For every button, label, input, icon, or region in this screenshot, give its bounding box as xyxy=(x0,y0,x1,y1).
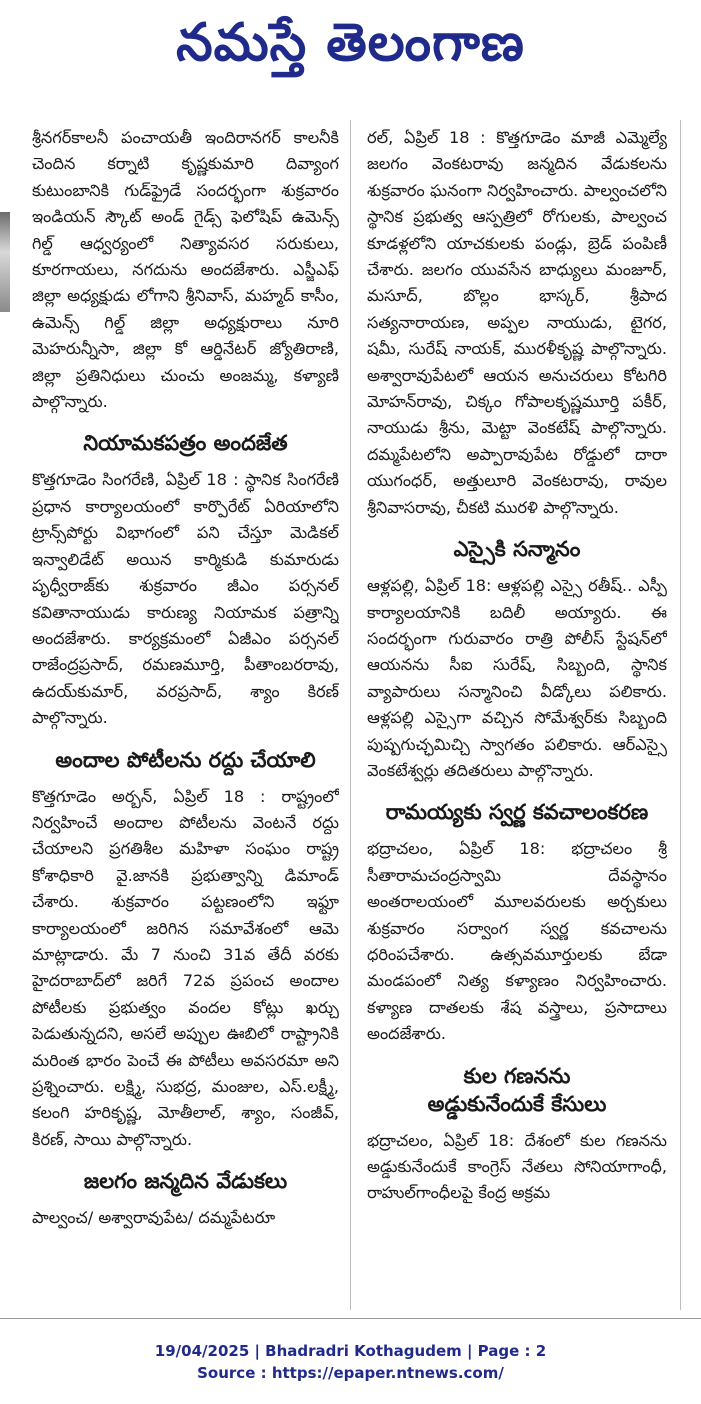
article-column-left xyxy=(32,125,339,1305)
article-text: భద్రాచలం, ఏప్రిల్ 18: దేశంలో కుల గణనను అడ్డుకునేందుకే కాంగ్రెస్ నేతలు సోనియాగాంధీ, రాహుల్‌గాంధీలపై కేంద్ర అక్రమ xyxy=(367,1130,667,1203)
article-text: రల్, ఏప్రిల్ 18 : కొత్తగూడెం మాజీ ఎమ్మెల్యే జలగం వెంకటరావు జన్మదిన వేడుకలను శుక్రవారం ఘనంగా నిర్వహించారు. పాల్వంచలోని స్థానిక ప్రభుత్వ ఆస్పత్రిలో రోగులకు, పాల్వంచ కూడళ్లలోని యాచకులకు పండ్లు, బ్రెడ్ పంపిణీ చేశారు. జలగం యువసేన బాధ్యులు మంజూర్, మసూద్, బొల్లం భాస్కర్, శ్రీపాద సత్యనారాయణ, అప్పల నాయుడు, టైగర, షమీ, సురేష్ నాయక్, మురళీకృష్ణ పాల్గొన్నారు. అశ్వారావుపేటలో ఆయన అనుచరులు కోటగిరి మోహన్‌రావు, చిక్కం గోపాలకృష్ణమూర్తి పకీర్, నాయుడు శ్రీను, మెట్టా వెంకటేష్ పాల్గొన్నారు. దమ్మపేటలోని అప్పారావుపేట రోడ్డులో దారా యుగంధర్, అత్తులూరి వెంకటరావు, రావుల శ్రీనివాసరావు, చీకటి మురళి పాల్గొన్నారు. xyxy=(367,128,667,517)
newspaper-logo: నమస్తే తెలంగాణ xyxy=(176,13,525,73)
article-text: కొత్తగూడెం అర్బన్, ఏప్రిల్ 18 : రాష్ట్రంలో నిర్వహించే అందాల పోటీలను వెంటనే రద్దు చేయాలని ప్రగతిశీల మహిళా సంఘం రాష్ట్ర కోశాధికారి వై.జానకి ప్రభుత్వాన్ని డిమాండ్ చేశారు. శుక్రవారం పట్టణంలోని ఇఫ్టూ కార్యాలయంలో జరిగిన సమావేశంలో ఆమె మాట్లాడారు. మే 7 నుంచి 31వ తేదీ వరకు హైదరాబాద్‌లో జరిగే 72వ ప్రపంచ అందాల పోటీలకు ప్రభుత్వం వందల కోట్లు ఖర్చు పెడుతున్నదని, అసలే అప్పుల ఊబిలో రాష్ట్రానికి మరింత భారం పెంచే ఈ పోటీలు అవసరమా అని ప్రశ్నించారు. లక్ష్మి, సుభద్ర, మంజుల, ఎస్.లక్ష్మీ, కలంగి హరికృష్ణ, మోతీలాల్, శ్యాం, సంజీవ్, కిరణ్, సాయి పాల్గొన్నారు. xyxy=(32,786,339,1149)
article-text: భద్రాచలం, ఏప్రిల్ 18: భద్రాచలం శ్రీ సీతారామచంద్రస్వామి దేవస్థానం అంతరాలయంలో మూలవరులకు అర్చకులు శుక్రవారం సర్వాంగ స్వర్ణ కవచాలను ధరింపచేశారు. ఉత్సవమూర్తులకు బేడా మండపంలో నిత్య కళ్యాణం నిర్వహించారు. కళ్యాణ దాతలకు శేష వస్త్రాలు, ప్రసాదాలు అందజేశారు. xyxy=(367,839,667,1044)
article-heading: నియామకపత్రం అందజేత xyxy=(83,431,288,456)
article-heading: కుల గణనను xyxy=(463,1063,571,1088)
article-heading: ఎస్సైకి సన్మానం xyxy=(453,537,581,562)
article-heading: అందాల పోటీలను రద్దు చేయాలి xyxy=(55,747,316,772)
article-heading: జలగం జన్మదిన వేడుకలు xyxy=(83,1169,288,1194)
footer-divider xyxy=(0,1318,701,1319)
article-text: శ్రీనగర్‌కాలనీ పంచాయతీ ఇందిరానగర్ కాలనీకి చెందిన కర్నాటి కృష్ణకుమారి దివ్యాంగ కుటుంబానికి గుడ్‌ఫ్రైడే సందర్భంగా శుక్రవారం ఇండియన్ స్కౌట్ అండ్ గైడ్స్ ఫెలోషిప్ ఉమెన్స్ గిల్డ్ ఆధ్వర్యంలో నిత్యావసర సరుకులు, కూరగాయలు, నగదును అందజేశారు. ఎస్జీఎఫ్ జిల్లా అధ్యక్షుడు లోగాని శ్రీనివాస్, మహ్మద్ కాసీం, ఉమెన్స్ గిల్డ్ జిల్లా అధ్యక్షురాలు నూరి మెహరున్నీసా, జిల్లా కో ఆర్డినేటర్ జ్యోతిరాణి, జిల్లా ప్రతినిధులు చుంచు అంజమ్మ, కళ్యాణి పాల్గొన్నారు. xyxy=(32,128,339,412)
article-text: పాల్వంచ/ అశ్వారావుపేట/ దమ్మపేటరూ xyxy=(32,1208,276,1228)
article-heading: అడ్డుకునేందుకే కేసులు xyxy=(427,1091,607,1116)
cropped-photo xyxy=(0,212,10,312)
article-text: ఆళ్లపల్లి, ఏప్రిల్ 18: ఆళ్లపల్లి ఎస్సై రతీష్.. ఎస్పీ కార్యాలయానికి బదిలీ అయ్యారు. ఈ సందర్భంగా గురువారం రాత్రి పోలీస్ స్టేషన్‌లో ఆయనను సీఐ సురేష్, సిబ్బంది, స్థానిక వ్యాపారులు సన్మానించి వీడ్కోలు పలికారు. ఆళ్లపల్లి ఎస్సైగా వచ్చిన సోమేశ్వర్‌కు సిబ్బంది పుష్పగుచ్ఛమిచ్చి స్వాగతం పలికారు. ఆర్ఎస్సై వెంకటేశ్వర్లు తదితరులు పాల్గొన్నారు. xyxy=(367,576,667,780)
masthead xyxy=(0,0,701,100)
page-footer xyxy=(0,1340,701,1384)
footer-source-link[interactable]: Source : https://epaper.ntnews.com/ xyxy=(197,1364,504,1382)
footer-date-edition: 19/04/2025 | Bhadradri Kothagudem | Page : 2 xyxy=(154,1342,547,1360)
column-divider xyxy=(680,120,681,1310)
right-edge-cropped-column xyxy=(687,120,701,1310)
article-text: కొత్తగూడెం సింగరేణి, ఏప్రిల్ 18 : స్థానిక సింగరేణి ప్రధాన కార్యాలయంలో కార్పొరేట్ ఏరియాలోని ట్రాన్స్‌పోర్టు విభాగంలో పని చేస్తూ మెడికల్ ఇన్వాలిడేట్ అయిన కార్మికుడి కుమారుడు పృధ్వీరాజ్‌కు శుక్రవారం జీఎం పర్సనల్ కవితానాయుడు కారుణ్య నియామక పత్రాన్ని అందజేశారు. కార్యక్రమంలో ఏజీఎం పర్సనల్ రాజేంద్రప్రసాద్, రమణమూర్తి, పీతాంబరరావు, ఉదయ్‌కుమార్, వరప్రసాద్, శ్యాం కిరణ్ పాల్గొన్నారు. xyxy=(32,470,339,728)
article-heading: రామయ్యకు స్వర్ణ కవచాలంకరణ xyxy=(385,800,649,825)
column-divider xyxy=(350,120,351,1310)
article-column-right xyxy=(367,125,667,1305)
